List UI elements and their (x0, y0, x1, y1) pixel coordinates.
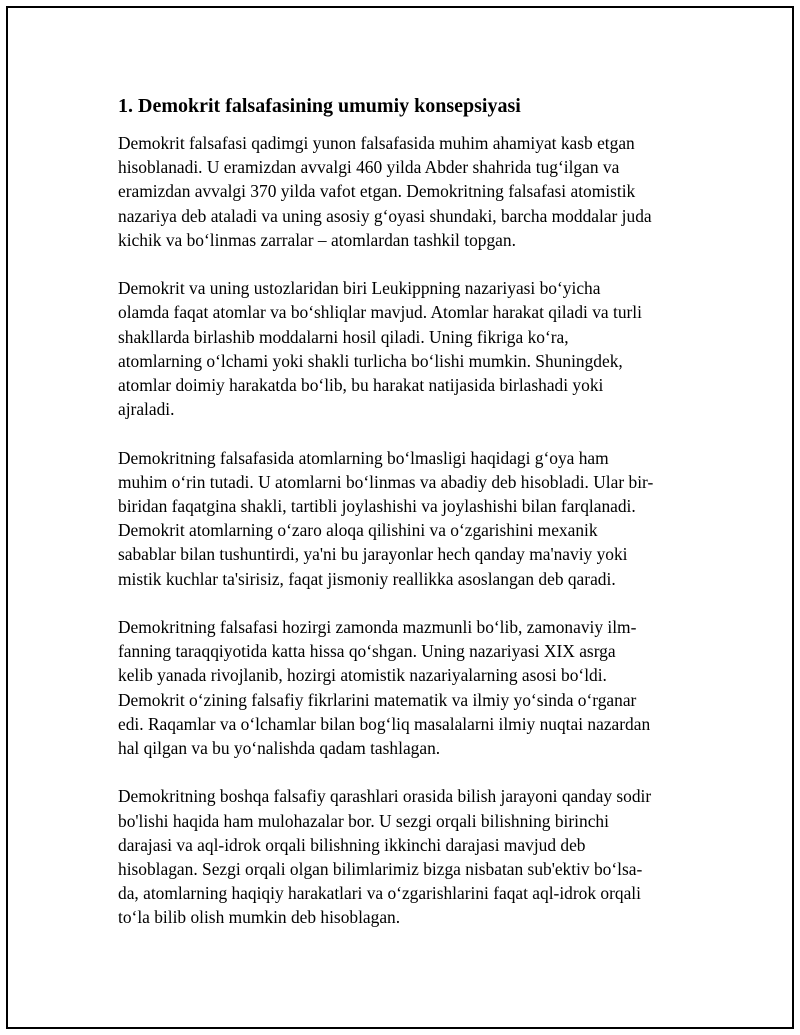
document-body (118, 93, 663, 954)
paragraph-2: Demokrit va uning ustozlaridan biri Leukippning nazariyasi bo‘yicha olamda faqat atomlar va bo‘shliqlar mavjud. Atomlar harakat qiladi va turli shakllarda birlashib moddalarni hosil qiladi. Uning fikriga ko‘ra, atomlarning o‘lchami yoki shakli turlicha bo‘lishi mumkin. Shuningdek, atomlar doimiy harakatda bo‘lib, bu harakat natijasida birlashadi yoki ajraladi. (118, 278, 642, 420)
paragraph-5: Demokritning boshqa falsafiy qarashlari orasida bilish jarayoni qanday sodir bo'lishi haqida ham mulohazalar bor. U sezgi orqali bilishning birinchi darajasi va aql-idrok orqali bilishning ikkinchi darajasi mavjud deb hisoblagan. Sezgi orqali olgan bilimlarimiz bizga nisbatan sub'ektiv bo‘lsa- da, atomlarning haqiqiy harakatlari va o‘zgarishlarini faqat aql-idrok orqali to‘la bilib olish mumkin deb hisoblagan. (118, 786, 652, 928)
paragraph-1: Demokrit falsafasi qadimgi yunon falsafasida muhim ahamiyat kasb etgan hisoblanadi. U eramizdan avvalgi 460 yilda Abder shahrida tug‘ilgan va eramizdan avvalgi 370 yilda vafot etgan. Demokritning falsafasi atomistik nazariya deb ataladi va uning asosiy g‘oyasi shundaki, barcha moddalar juda kichik va bo‘linmas zarralar – atomlardan tashkil topgan. (118, 133, 652, 250)
paragraph-3: Demokritning falsafasida atomlarning bo‘lmasligi haqidagi g‘oya ham muhim o‘rin tutadi. U atomlarni bo‘linmas va abadiy deb hisobladi. Ular bir- biridan faqatgina shakli, tartibli joylashishi va joylashishi bilan farqlanadi. Demokrit atomlarning o‘zaro aloqa qilishini va o‘zgarishini mexanik sabablar bilan tushuntirdi, ya'ni bu jarayonlar hech qanday ma'naviy yoki mistik kuchlar ta'sirisiz, faqat jismoniy reallikka asoslangan deb qaradi. (118, 447, 654, 589)
paragraph-4: Demokritning falsafasi hozirgi zamonda mazmunli bo‘lib, zamonaviy ilm- fanning taraqqiyotida katta hissa qo‘shgan. Uning nazariyasi XIX asrga kelib yanada rivojlanib, hozirgi atomistik nazariyalarning asosi bo‘ldi. Demokrit o‘zining falsafiy fikrlarini matematik va ilmiy yo‘sinda o‘rganar edi. Raqamlar va o‘lchamlar bilan bog‘liq masalalarni ilmiy nuqtai nazardan hal qilgan va bu yo‘nalishda qadam tashlagan. (118, 617, 651, 759)
document-title: 1. Demokrit falsafasining umumiy konsepsiyasi (118, 95, 521, 117)
